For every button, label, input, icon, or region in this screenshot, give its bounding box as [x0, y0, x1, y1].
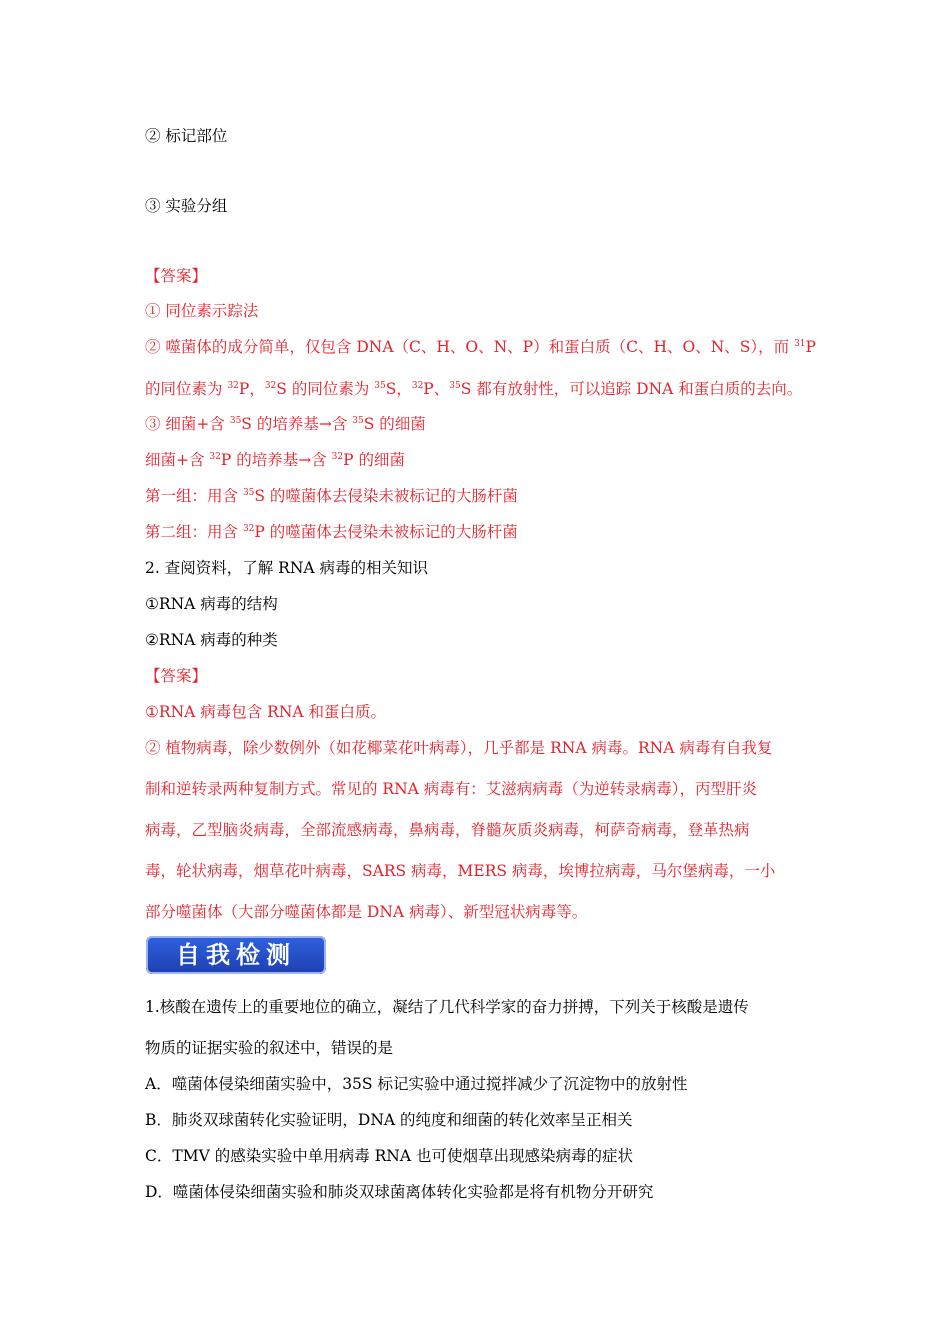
answer-2-header: 【答案】 [145, 667, 208, 685]
answer-line-7: 第二组：用含 $^{32}$P 的噬菌体去侵染未被标记的大肠杆菌 [145, 523, 518, 541]
answer-2-line-1: ①RNA 病毒包含 RNA 和蛋白质。 [145, 703, 387, 721]
answer-2-line-2: ② 植物病毒，除少数例外（如花椰菜花叶病毒），几乎都是 RNA 病毒。RNA 病毒有自我复 [145, 739, 773, 757]
answer-2-line-6: 部分噬菌体（大部分噬菌体都是 DNA 病毒）、新型冠状病毒等。 [145, 903, 588, 921]
question-2-item-1: ①RNA 病毒的结构 [145, 595, 278, 613]
answer-2-line-4: 病毒，乙型脑炎病毒，全部流感病毒，鼻病毒，脊髓灰质炎病毒，柯萨奇病毒，登革热病 [145, 821, 750, 839]
answer-line-5: 细菌+含 $^{32}$P 的培养基→含 $^{32}$P 的细菌 [145, 451, 405, 469]
answer-line-4: ③ 细菌+含 $^{35}$S 的培养基→含 $^{35}$S 的细菌 [145, 415, 426, 433]
answer-line-1: ① 同位素示踪法 [145, 302, 259, 320]
option-c: C．TMV 的感染实验中单用病毒 RNA 也可使烟草出现感染病毒的症状 [145, 1147, 633, 1165]
answer-2-line-3: 制和逆转录两种复制方式。常见的 RNA 病毒有：艾滋病病毒（为逆转录病毒），丙型肝炎 [145, 780, 758, 798]
option-d: D．噬菌体侵染细菌实验和肺炎双球菌离体转化实验都是将有机物分开研究 [145, 1183, 654, 1201]
item-mark-site: ② 标记部位 [145, 127, 228, 145]
question-2-item-2: ②RNA 病毒的种类 [145, 631, 278, 649]
answer-line-3: 的同位素为 $^{32}$P，$^{32}$S 的同位素为 $^{35}$S，$^{32}$P、$^{35}$S 都有放射性，可以追踪 DNA 和蛋白质的去向。 [145, 380, 803, 398]
answer-header: 【答案】 [145, 267, 208, 285]
option-a: A．噬菌体侵染细菌实验中，35S 标记实验中通过搅拌减少了沉淀物中的放射性 [145, 1075, 688, 1093]
self-test-banner [146, 936, 326, 974]
self-test-question-1-line-2: 物质的证据实验的叙述中，错误的是 [145, 1039, 394, 1057]
question-2-title: 2. 查阅资料，了解 RNA 病毒的相关知识 [145, 559, 428, 577]
answer-line-6: 第一组：用含 $^{35}$S 的噬菌体去侵染未被标记的大肠杆菌 [145, 487, 518, 505]
self-test-question-1-line-1: 1.核酸在遗传上的重要地位的确立，凝结了几代科学家的奋力拼搏，下列关于核酸是遗传 [145, 998, 749, 1016]
answer-line-2: ② 噬菌体的成分简单，仅包含 DNA（C、H、O、N、P）和蛋白质（C、H、O、N、S），而 $^{31}$P [145, 338, 816, 356]
self-test-banner-label: 自我检测 [176, 941, 296, 969]
option-b: B．肺炎双球菌转化实验证明，DNA 的纯度和细菌的转化效率呈正相关 [145, 1111, 633, 1129]
item-experiment-group: ③ 实验分组 [145, 197, 228, 215]
answer-2-line-5: 毒，轮状病毒，烟草花叶病毒，SARS 病毒，MERS 病毒，埃博拉病毒，马尔堡病毒，一小 [145, 862, 776, 880]
